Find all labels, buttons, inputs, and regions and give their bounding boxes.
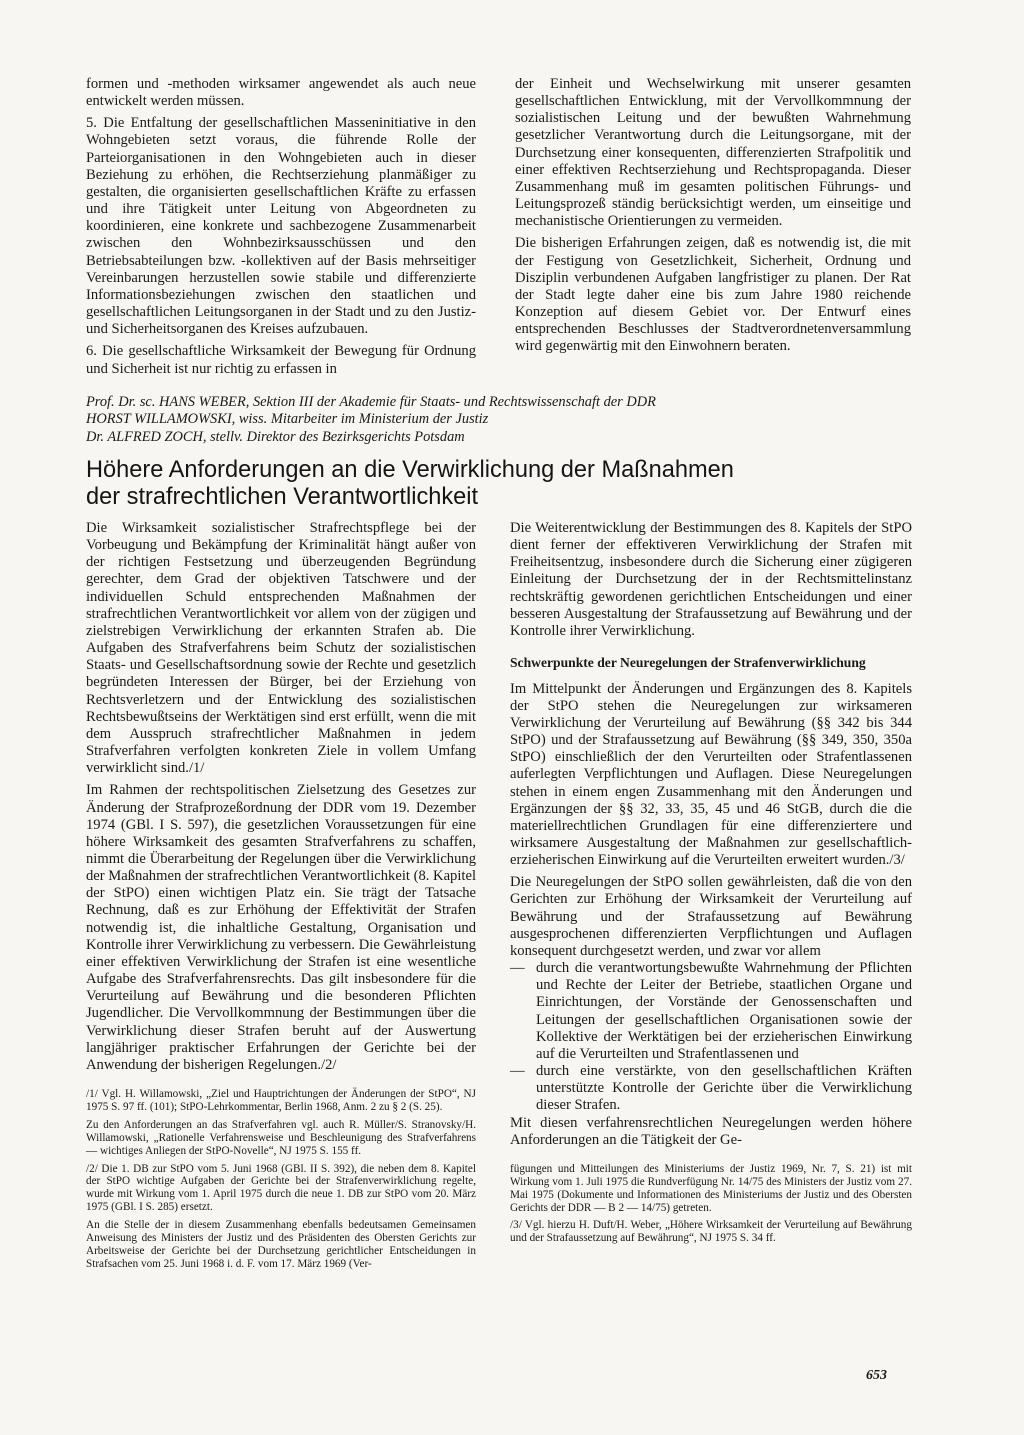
author-line: Dr. ALFRED ZOCH, stellv. Direktor des Bezirksgerichts Potsdam [86,428,465,445]
footnote: /3/ Vgl. hierzu H. Duft/H. Weber, „Höhere Wirksamkeit der Verurteilung auf Bewährung und der Strafaussetzung auf Bewährung“, NJ 1975 S. 34 ff. [510,1219,912,1245]
list-item: — durch eine verstärkte, von den gesellschaftlichen Kräften unterstützte Kontrolle der Gerichte über die Verwirklichung dieser Strafen. [510,1063,912,1114]
dash-list [510,960,912,1114]
paragraph: Die Wirksamkeit sozialistischer Strafrechtspflege bei der Vorbeugung und Bekämpfung der Kriminalität hängt außer von der richtigen Festsetzung und überzeugenden Begründung gerechter, dem Grad der objektiven Tatschwere und der individuellen Schuld entsprechenden Maßnahmen der strafrechtlichen Verantwortlichkeit vor allem von der zügigen und zielstrebigen Verwirklichung der erkannten Strafen ab. Die Aufgaben des Strafverfahrens beim Schutz der sozialistischen Staats- und Gesellschaftsordnung sowie der Rechte und gesetzlich begründeten Interessen der Bürger, bei der Erziehung von Rechtsverletzern und der Entwicklung des sozialistischen Rechtsbewußtseins der Werktätigen sind erst erfüllt, wenn die mit dem Ausspruch strafrechtlicher Maßnahmen in jedem Strafverfahren verfolgten konkreten Ziele in vollem Umfang verwirklicht sind./1/ [86,520,476,777]
footnote: An die Stelle der in diesem Zusammenhang ebenfalls bedeutsamen Gemeinsamen Anweisung des Ministers der Justiz und des Präsidenten des Obersten Gerichts zur Arbeitsweise der Gerichte bei der Durchsetzung gerichtlicher Entscheidungen in Strafsachen vom 25. Juni 1968 i. d. F. vom 17. März 1969 (Ver- [86,1219,476,1270]
footnote: Zu den Anforderungen an das Strafverfahren vgl. auch R. Müller/S. Stranovsky/H. Willamowski, „Rationelle Verfahrensweise und Beschleunigung des Strafverfahrens — wichtiges Anliegen der StPO-Novelle“, NJ 1975 S. 155 ff. [86,1118,476,1157]
article-title-line: Höhere Anforderungen an die Verwirklichung der Maßnahmen [86,457,734,483]
footnote: fügungen und Mitteilungen des Ministeriums der Justiz 1969, Nr. 7, S. 21) ist mit Wirkung vom 1. Juli 1975 die Rundverfügung Nr. 14/75 des Ministers der Justiz vom 27. Mai 1975 (Dokumente und Informationen des Ministeriums der Justiz und des Obersten Gerichts der DDR — B 2 — 14/75) getreten. [510,1162,912,1214]
top-left-column [86,76,476,378]
author-line: HORST WILLAMOWSKI, wiss. Mitarbeiter im Ministerium der Justiz [86,411,489,428]
top-right-column [515,76,911,356]
footnote: /1/ Vgl. H. Willamowski, „Ziel und Hauptrichtungen der Änderungen der StPO“, NJ 1975 S. 97 ff. (101); StPO-Lehrkommentar, Berlin 1968, Anm. 2 zu § 2 (S. 25). [86,1088,476,1113]
paragraph: Mit diesen verfahrensrechtlichen Neuregelungen werden höhere Anforderungen an die Tätigkeit der Ge- [510,1114,912,1148]
paragraph: Im Mittelpunkt der Änderungen und Ergänzungen des 8. Kapitels der StPO stehen die Neuregelungen zur wirksameren Verwirklichung der Verurteilung auf Bewährung (§§ 342 bis 344 StPO) und der Strafaussetzung auf Bewährung (§§ 349, 350, 350a StPO) einschließlich der den Verurteilten oder Strafentlassenen auferlegten Verpflichtungen und Auflagen. Diese Neuregelungen stehen in einem engen Zusammenhang mit den Änderungen und Ergänzungen der §§ 32, 33, 35, 45 und 46 StGB, durch die die materiellrechtlichen Grundlagen für eine differenziertere und wirksamere Ausgestaltung der Maßnahmen zur gesellschaftlich-erzieherischen Einwirkung auf die Verurteilten erweitert wurden./3/ [510,680,912,869]
author-credits [86,394,916,446]
footnotes [510,1163,912,1245]
paragraph: Die bisherigen Erfahrungen zeigen, daß es notwendig ist, die mit der Festigung von Gesetzlichkeit, Sicherheit, Ordnung und Disziplin verbundenen Aufgaben langfristiger zu planen. Der Rat der Stadt legte daher eine bis zum Jahre 1980 reichende Konzeption auf diesem Gebiet vor. Der Entwurf eines entsprechenden Beschlusses der Stadtverordnetenversammlung wird gegenwärtig mit den Einwohnern beraten. [515,235,911,355]
article-right-column [510,520,912,1245]
paragraph: Im Rahmen der rechtspolitischen Zielsetzung des Gesetzes zur Änderung der Strafprozeßordnung der DDR vom 19. Dezember 1974 (GBl. I S. 597), die gesetzlichen Voraussetzungen für eine höhere Wirksamkeit des gesamten Strafverfahrens zu schaffen, nimmt die Überarbeitung der Regelungen über die Verwirklichung der Maßnahmen der strafrechtlichen Verantwortlichkeit (8. Kapitel der StPO) einen wichtigen Platz ein. Sie trägt der Tatsache Rechnung, daß es zur Erhöhung der Effektivität der Strafen notwendig ist, die inhaltliche Gestaltung, Organisation und Kontrolle ihrer Verwirklichung zu verbessern. Die Gewährleistung einer effektiven Verwirklichung der Strafen ist eine wesentliche Aufgabe des Strafverfahrensrechts. Das gilt insbesondere für die Verurteilung auf Bewährung und die besonderen Pflichten Jugendlicher. Die Vervollkommnung der Bestimmungen über die Verwirklichung dieser Strafen beruht auf der Auswertung langjähriger praktischer Erfahrungen der Gerichte bei der Anwendung der bisherigen Regelungen./2/ [86,782,476,1073]
paragraph: Die Neuregelungen der StPO sollen gewährleisten, daß die von den Gerichten zur Erhöhung der Wirksamkeit der Verurteilung auf Bewährung und der Strafaussetzung auf Bewährung ausgesprochenen differenzierten Verpflichtungen und Auflagen konsequent durchgesetzt werden, und zwar vor allem [510,874,912,959]
article-title-line: der strafrechtlichen Verantwortlichkeit [86,483,479,510]
footnotes [86,1088,476,1271]
section-heading: Schwerpunkte der Neuregelungen der Strafenverwirklichung [510,655,866,671]
article-left-column [86,520,476,1271]
article-title [86,457,906,510]
paragraph: der Einheit und Wechselwirkung mit unserer gesamten gesellschaftlichen Entwicklung, mit der Vervollkommnung der sozialistischen Leitung und der bewußten Wahrnehmung gesetzlicher Verantwortung durch die Leitungsorgane, mit der Durchsetzung einer konsequenten, differenzierten Strafpolitik und einer effektiven Rechtserziehung und Rechtspropaganda. Dieser Zusammenhang muß im gesamten politischen Führungs- und Leitungsprozeß ständig berücksichtigt werden, um einseitige und mechanistische Orientierungen zu vermeiden. [515,76,911,230]
paragraph: 6. Die gesellschaftliche Wirksamkeit der Bewegung für Ordnung und Sicherheit ist nur richtig zu erfassen in [86,343,476,377]
paragraph: formen und -methoden wirksamer angewendet als auch neue entwickelt werden müssen. [86,76,476,110]
list-item: — durch die verantwortungsbewußte Wahrnehmung der Pflichten und Rechte der Leiter der Betriebe, staatlichen Organe und Einrichtungen, der Vorstände der Genossenschaften und Leitungen der gesellschaftlichen Organisationen sowie der Kollektive der Werktätigen bei der erzieherischen Einwirkung auf die Verurteilten und Strafentlassenen und [510,960,912,1063]
author-line: Prof. Dr. sc. HANS WEBER, Sektion III der Akademie für Staats- und Rechtswissenschaft der DDR [86,394,656,410]
page-number: 653 [866,1368,887,1383]
footnote: /2/ Die 1. DB zur StPO vom 5. Juni 1968 (GBl. II S. 392), die neben dem 8. Kapitel der StPO wichtige Aufgaben der Gerichte bei der Strafenverwirklichung regelte, wurde mit Wirkung vom 1. April 1975 durch die neue 1. DB zur StPO vom 20. März 1975 (GBl. I S. 285) ersetzt. [86,1162,476,1214]
paragraph: 5. Die Entfaltung der gesellschaftlichen Masseninitiative in den Wohngebieten setzt voraus, die führende Rolle der Parteiorganisationen in den Wohngebieten auch in dieser Beziehung zu erhöhen, die Rechtserziehung planmäßiger zu gestalten, die organisierten gesellschaftlichen Kräfte zu erfassen und ihre Tätigkeit unter Leitung von Abgeordneten zu koordinieren, eine konkrete und sachbezogene Zusammenarbeit zwischen den Wohnbezirksausschüssen und den Betriebsabteilungen bzw. -kollektiven auf der Basis mehrseitiger Vereinbarungen herzustellen sowie stabile und differenzierte Informationsbeziehungen zwischen den staatlichen und gesellschaftlichen Leitungsorganen in der Stadt und zu den Justiz- und Sicherheitsorganen des Kreises aufzubauen. [86,115,476,338]
paragraph: Die Weiterentwicklung der Bestimmungen des 8. Kapitels der StPO dient ferner der effektiveren Verwirklichung der Strafen mit Freiheitsentzug, insbesondere durch die Sicherung einer zügigeren Einleitung der Durchsetzung der in der Rechtsmittelinstanz rechtskräftig gewordenen gerichtlichen Entscheidungen und einer besseren Ausgestaltung der Strafaussetzung auf Bewährung und der Kontrolle ihrer Verwirklichung. [510,520,912,639]
